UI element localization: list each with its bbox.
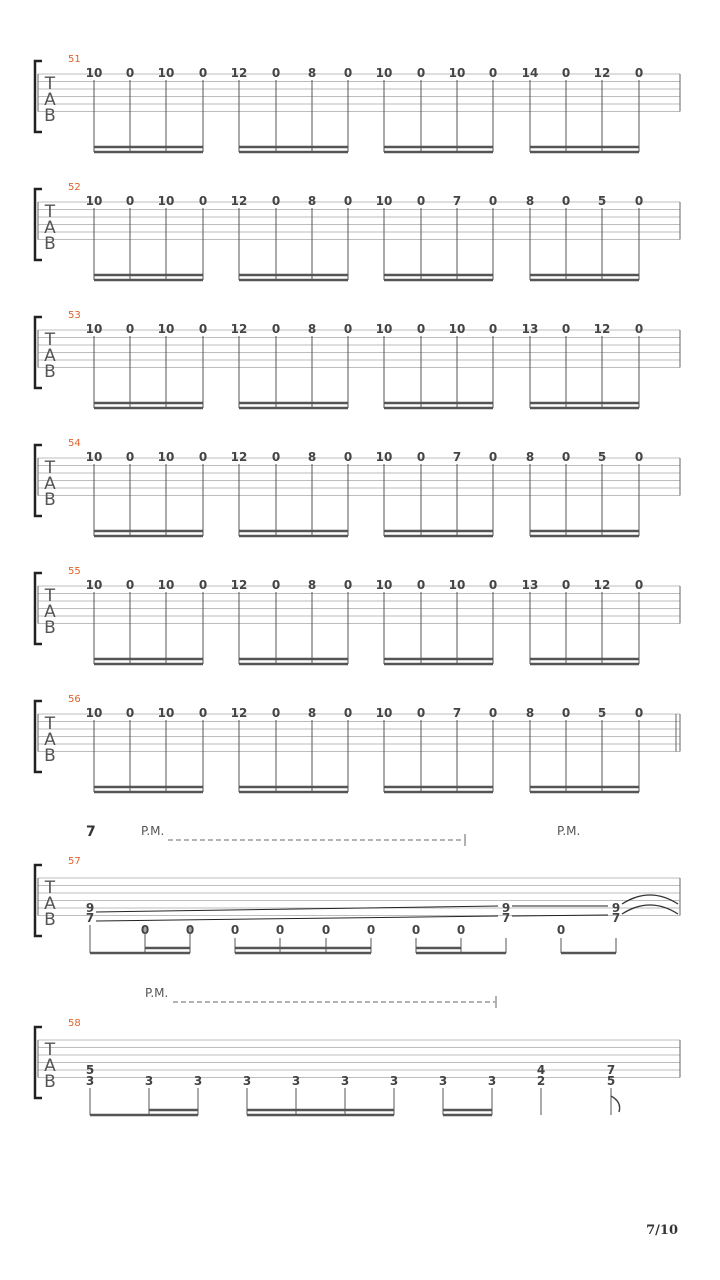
fret-number: 12 <box>230 194 248 208</box>
fret-number: 0 <box>561 450 571 464</box>
fret-number: 0 <box>271 450 281 464</box>
measure-number: 51 <box>68 54 81 65</box>
fret-number: 10 <box>375 322 393 336</box>
fret-number: 7 <box>606 1063 616 1077</box>
tab-clef-letter: B <box>44 746 56 766</box>
tie-arc <box>622 905 678 914</box>
fret-number: 0 <box>125 706 135 720</box>
fret-number: 7 <box>452 706 462 720</box>
fret-number: 0 <box>125 322 135 336</box>
fret-number: 2 <box>536 1074 546 1088</box>
fret-number: 13 <box>521 578 539 592</box>
fret-number: 8 <box>307 706 317 720</box>
measure-number: 58 <box>68 1018 81 1029</box>
fret-number: 7 <box>85 911 95 925</box>
fret-number: 8 <box>525 450 535 464</box>
fret-number: 0 <box>416 194 426 208</box>
fret-number: 14 <box>521 66 539 80</box>
fret-number: 0 <box>416 66 426 80</box>
fret-number: 0 <box>416 322 426 336</box>
fret-number: 0 <box>271 322 281 336</box>
note-flag <box>611 1096 620 1112</box>
fret-number: 7 <box>452 194 462 208</box>
tab-clef-letter: T <box>44 330 56 350</box>
fret-number: 0 <box>416 706 426 720</box>
fret-number: 10 <box>85 450 103 464</box>
fret-number: 0 <box>456 923 466 937</box>
fret-number: 0 <box>271 706 281 720</box>
fret-number: 10 <box>157 706 175 720</box>
fret-number: 8 <box>307 322 317 336</box>
fret-number: 12 <box>593 578 611 592</box>
fret-number: 7 <box>501 911 511 925</box>
fret-number: 5 <box>85 1063 95 1077</box>
fret-number: 5 <box>606 1074 616 1088</box>
fret-number: 7 <box>611 911 621 925</box>
fret-number: 0 <box>488 706 498 720</box>
fret-number: 10 <box>157 578 175 592</box>
fret-number: 10 <box>157 194 175 208</box>
fret-number: 0 <box>561 706 571 720</box>
fret-number: 0 <box>343 450 353 464</box>
fret-number: 12 <box>230 706 248 720</box>
fret-number: 0 <box>271 194 281 208</box>
fret-number: 10 <box>375 450 393 464</box>
fret-number: 8 <box>525 706 535 720</box>
fret-number: 0 <box>488 322 498 336</box>
fret-number: 0 <box>634 194 644 208</box>
fret-number: 0 <box>634 450 644 464</box>
page-number: 7/10 <box>646 1223 678 1238</box>
fret-number: 10 <box>85 194 103 208</box>
tab-clef-letter: B <box>44 618 56 638</box>
fret-number: 0 <box>343 322 353 336</box>
tab-clef-letter: B <box>44 490 56 510</box>
fret-number: 8 <box>307 450 317 464</box>
tab-clef-letter: T <box>44 1040 56 1060</box>
tab-clef-letter: B <box>44 1072 56 1092</box>
tab-system-57 <box>35 824 680 953</box>
fret-number: 8 <box>525 194 535 208</box>
fret-number: 0 <box>556 923 566 937</box>
tab-clef-letter: A <box>44 474 56 494</box>
tab-clef-letter: T <box>44 74 56 94</box>
fret-number: 5 <box>597 194 607 208</box>
fret-number: 10 <box>375 706 393 720</box>
fret-number: 10 <box>85 322 103 336</box>
tie-arc <box>622 895 678 904</box>
fret-number: 9 <box>85 901 95 915</box>
measure-number: 55 <box>68 566 81 577</box>
fret-number: 8 <box>307 194 317 208</box>
tab-systems <box>35 54 680 792</box>
palm-mute-label-2: P.M. <box>557 824 581 838</box>
tab-clef-letter: A <box>44 346 56 366</box>
fret-number: 0 <box>634 578 644 592</box>
tab-clef-letter: A <box>44 602 56 622</box>
fret-number: 0 <box>125 194 135 208</box>
fret-number: 0 <box>198 578 208 592</box>
measure-number: 53 <box>68 310 81 321</box>
fret-number: 0 <box>198 322 208 336</box>
fret-number: 0 <box>140 923 150 937</box>
fret-number: 3 <box>389 1074 399 1088</box>
fret-number: 10 <box>375 578 393 592</box>
tab-clef-letter: T <box>44 714 56 734</box>
fret-number: 0 <box>125 578 135 592</box>
fret-number: 4 <box>536 1063 546 1077</box>
fret-number: 0 <box>271 66 281 80</box>
fret-number: 3 <box>193 1074 203 1088</box>
tab-system-58 <box>35 986 680 1115</box>
fret-number: 0 <box>561 322 571 336</box>
fret-number: 0 <box>561 194 571 208</box>
fret-number: 3 <box>291 1074 301 1088</box>
measure-number: 56 <box>68 694 81 705</box>
fret-number: 0 <box>366 923 376 937</box>
fret-number: 10 <box>157 450 175 464</box>
fret-number: 3 <box>340 1074 350 1088</box>
fret-number: 5 <box>597 706 607 720</box>
fret-number: 0 <box>198 194 208 208</box>
tab-clef-letter: T <box>44 458 56 478</box>
tab-clef-letter: B <box>44 106 56 126</box>
tab-clef-letter: B <box>44 910 56 930</box>
measure-number: 52 <box>68 182 81 193</box>
tab-clef-letter: T <box>44 202 56 222</box>
fret-number: 0 <box>634 66 644 80</box>
palm-mute-label: P.M. <box>141 824 165 838</box>
fret-number: 3 <box>487 1074 497 1088</box>
tab-system-56 <box>35 694 680 792</box>
tab-system-51 <box>35 54 680 152</box>
fret-number: 9 <box>611 901 621 915</box>
tab-clef-letter: A <box>44 218 56 238</box>
tab-clef-letter: A <box>44 894 56 914</box>
fret-number: 12 <box>230 578 248 592</box>
fret-number: 3 <box>438 1074 448 1088</box>
fret-number: 3 <box>85 1074 95 1088</box>
fret-number: 0 <box>411 923 421 937</box>
fret-number: 0 <box>125 66 135 80</box>
section-marker: 7 <box>86 824 96 840</box>
fret-number: 0 <box>561 578 571 592</box>
fret-number: 0 <box>125 450 135 464</box>
measure-number: 57 <box>68 856 81 867</box>
fret-number: 0 <box>488 578 498 592</box>
slide-line <box>96 906 498 912</box>
fret-number: 12 <box>593 322 611 336</box>
fret-number: 10 <box>448 578 466 592</box>
fret-number: 10 <box>157 66 175 80</box>
fret-number: 10 <box>85 706 103 720</box>
palm-mute-label: P.M. <box>145 986 169 1000</box>
fret-number: 13 <box>521 322 539 336</box>
fret-number: 10 <box>448 322 466 336</box>
tab-clef-letter: A <box>44 730 56 750</box>
fret-number: 5 <box>597 450 607 464</box>
fret-number: 0 <box>230 923 240 937</box>
fret-number: 0 <box>634 322 644 336</box>
fret-number: 7 <box>452 450 462 464</box>
fret-number: 0 <box>198 66 208 80</box>
tab-system-54 <box>35 438 680 536</box>
tab-clef-letter: A <box>44 1056 56 1076</box>
measure-number: 54 <box>68 438 81 449</box>
fret-number: 9 <box>501 901 511 915</box>
fret-number: 10 <box>157 322 175 336</box>
tab-system-53 <box>35 310 680 408</box>
tab-clef-letter: T <box>44 878 56 898</box>
fret-number: 12 <box>230 66 248 80</box>
fret-number: 0 <box>343 706 353 720</box>
fret-number: 0 <box>343 194 353 208</box>
fret-number: 0 <box>488 66 498 80</box>
tab-system-52 <box>35 182 680 280</box>
tab-system-55 <box>35 566 680 664</box>
fret-number: 12 <box>230 322 248 336</box>
fret-number: 0 <box>416 578 426 592</box>
fret-number: 0 <box>488 194 498 208</box>
fret-number: 0 <box>634 706 644 720</box>
fret-number: 8 <box>307 578 317 592</box>
fret-number: 0 <box>561 66 571 80</box>
fret-number: 10 <box>448 66 466 80</box>
fret-number: 0 <box>321 923 331 937</box>
fret-number: 0 <box>271 578 281 592</box>
slide-line <box>96 916 498 921</box>
fret-number: 3 <box>242 1074 252 1088</box>
fret-number: 0 <box>488 450 498 464</box>
tab-clef-letter: B <box>44 234 56 254</box>
tab-clef-letter: T <box>44 586 56 606</box>
fret-number: 0 <box>198 706 208 720</box>
tab-clef-letter: A <box>44 90 56 110</box>
fret-number: 10 <box>85 66 103 80</box>
fret-number: 0 <box>275 923 285 937</box>
fret-number: 10 <box>85 578 103 592</box>
tab-clef-letter: B <box>44 362 56 382</box>
fret-number: 0 <box>343 578 353 592</box>
fret-number: 12 <box>593 66 611 80</box>
fret-number: 10 <box>375 66 393 80</box>
fret-number: 0 <box>185 923 195 937</box>
fret-number: 10 <box>375 194 393 208</box>
fret-number: 0 <box>343 66 353 80</box>
fret-number: 0 <box>198 450 208 464</box>
fret-number: 8 <box>307 66 317 80</box>
fret-number: 12 <box>230 450 248 464</box>
fret-number: 3 <box>144 1074 154 1088</box>
fret-number: 0 <box>416 450 426 464</box>
